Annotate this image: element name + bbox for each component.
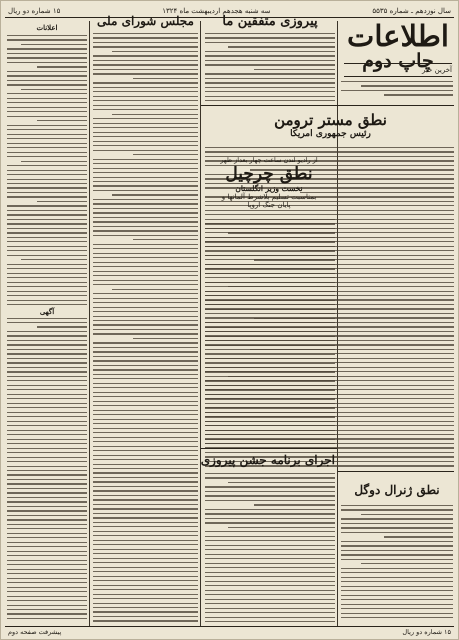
majlis-headline: مجلس شورای ملی [97, 14, 194, 28]
churchill-subheadline-2: بمناسبت تسلیم بلاشرط آلمانها و [221, 193, 317, 201]
divider [338, 471, 454, 472]
churchill-headline-box [203, 156, 335, 214]
divider [201, 105, 454, 106]
page-footer [5, 626, 454, 637]
issue-date: سه شنبه هجدهم اردیبهشت ماه ۱۳۲۴ [162, 6, 271, 15]
ads-heading: اعلانات [36, 23, 58, 32]
ads-column-text [7, 35, 87, 621]
churchill-preheadline: از رادیو لندن ساعت چهار بعداز ظهر [220, 156, 318, 164]
footer-price: ۱۵ شماره دو ریال [402, 628, 451, 636]
column-rule [200, 21, 201, 627]
churchill-headline: نطق چرچیل [225, 164, 313, 184]
logo-edition: چاپ دوم [362, 50, 434, 72]
program-headline: اجرای برنامه جشن پیروزی [200, 453, 335, 467]
program-article-text [205, 473, 335, 623]
victory-headline: پیروزی متفقین ما [222, 14, 318, 29]
issue-price: ۱۵ شماره دو ریال [8, 6, 61, 15]
logo-name: اطلاعات [347, 19, 449, 53]
degaulle-article-text [341, 505, 453, 621]
majlis-article-text [93, 33, 198, 623]
last-news-label: آخرین خبر [344, 63, 452, 77]
churchill-subheadline-3: پایان جنگ اروپا [247, 201, 291, 209]
divider [201, 448, 337, 449]
article-text [341, 81, 453, 103]
truman-subheadline: رئیس جمهوری امریکا [290, 129, 371, 139]
degaulle-headline: نطق ژنرال دوگل [354, 483, 440, 497]
footer-continuation: پیشرفت صفحه دوم [8, 628, 62, 636]
issue-number: سال نوزدهم ـ شماره ۵۵۳۵ [372, 6, 451, 15]
victory-article-text [205, 33, 335, 103]
churchill-article-text [205, 219, 335, 445]
churchill-subheadline-1: نخست وزیر انگلستان [235, 184, 303, 193]
column-rule [89, 21, 90, 627]
truman-headline: نطق مستر ترومن [274, 111, 387, 129]
ads-subheading: آگهی [7, 307, 87, 316]
